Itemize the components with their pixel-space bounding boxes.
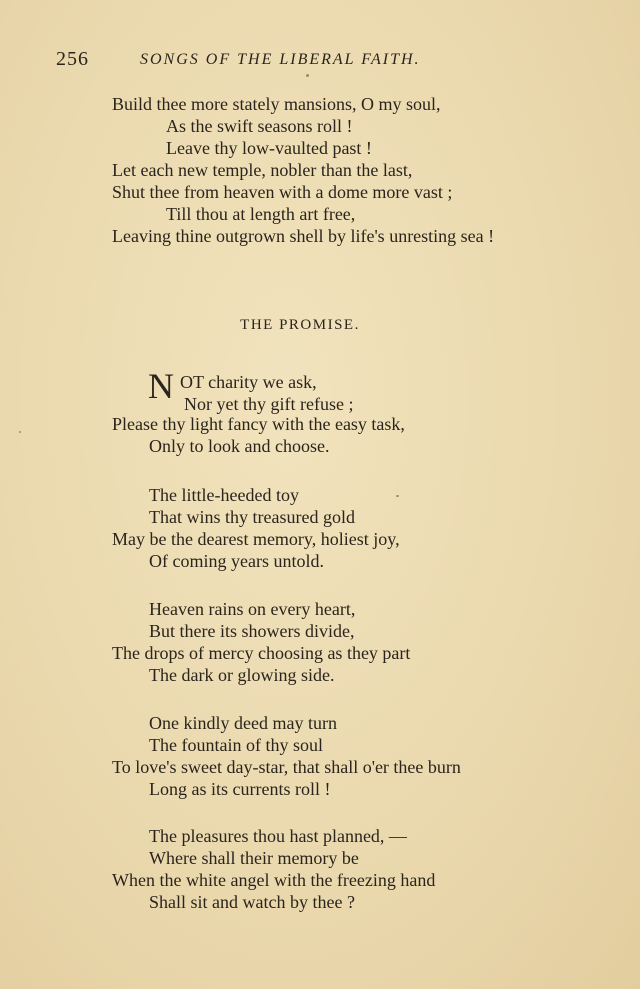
paper-speck: [396, 495, 399, 497]
poem-line: Let each new temple, nobler than the last,: [112, 160, 413, 180]
poem-line: The little-heeded toy: [149, 485, 299, 505]
paper-speck: [306, 74, 309, 77]
page-header: [56, 48, 476, 72]
poem-line: The pleasures thou hast planned, —: [149, 826, 407, 846]
poem-line: That wins thy treasured gold: [149, 507, 355, 527]
poem-line: OT charity we ask,: [180, 372, 317, 392]
page-number: 256: [56, 48, 89, 70]
poem-line: Only to look and choose.: [149, 436, 330, 456]
poem-line: The drops of mercy choosing as they part: [112, 643, 411, 663]
poem-line: The dark or glowing side.: [149, 665, 335, 685]
poem-line: The fountain of thy soul: [149, 735, 323, 755]
poem-line: Shall sit and watch by thee ?: [149, 892, 355, 912]
poem-line: Shut thee from heaven with a dome more vast ;: [112, 182, 453, 202]
poem-line: Of coming years untold.: [149, 551, 324, 571]
running-head: SONGS OF THE LIBERAL FAITH.: [140, 51, 421, 68]
poem-line: Leave thy low-vaulted past !: [166, 138, 372, 158]
poem-line: When the white angel with the freezing hand: [112, 870, 436, 890]
poem-line: Leaving thine outgrown shell by life's unresting sea !: [112, 226, 495, 246]
poem-line: One kindly deed may turn: [149, 713, 337, 733]
poem-line: May be the dearest memory, holiest joy,: [112, 529, 400, 549]
poem-line: Heaven rains on every heart,: [149, 599, 356, 619]
poem-title: THE PROMISE.: [240, 317, 360, 333]
poem-line: Till thou at length art free,: [166, 204, 356, 224]
poem-line: Nor yet thy gift refuse ;: [184, 394, 354, 414]
drop-cap: N: [148, 366, 174, 406]
poem-line: Where shall their memory be: [149, 848, 359, 868]
paper-speck: [19, 431, 21, 433]
poem-line: To love's sweet day-star, that shall o'er thee burn: [112, 757, 461, 777]
poem-line: Please thy light fancy with the easy task,: [112, 414, 405, 434]
poem-line: Build thee more stately mansions, O my soul,: [112, 94, 441, 114]
poem-line: Long as its currents roll !: [149, 779, 331, 799]
poem-line: As the swift seasons roll !: [166, 116, 353, 136]
poem-line: But there its showers divide,: [149, 621, 355, 641]
